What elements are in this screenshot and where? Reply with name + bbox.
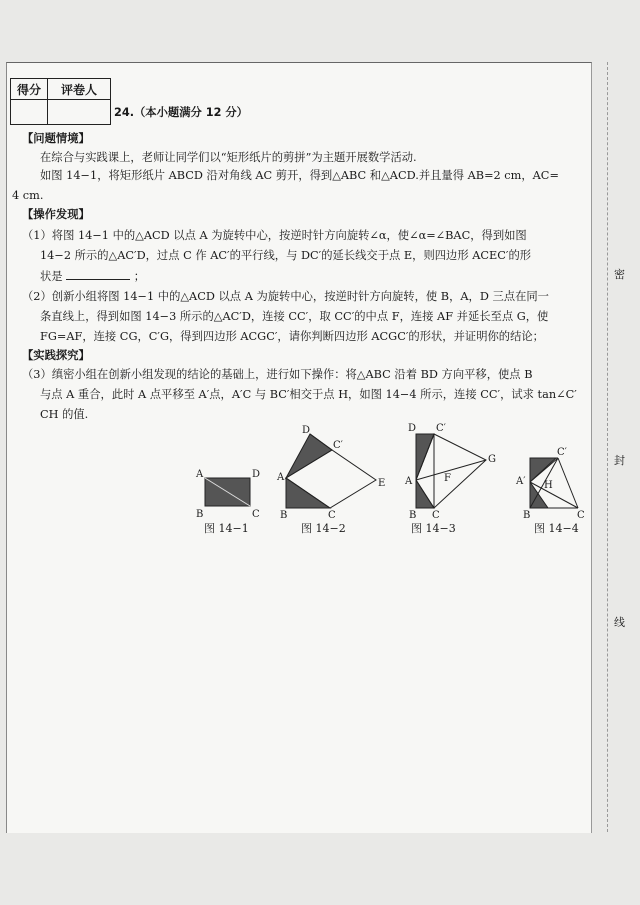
part3-line-2: 与点 A 重合，此时 A 点平移至 A′点，A′C 与 BC′相交于点 H，如图 14−4 所示，连接 CC′，试求 tan∠C′ bbox=[40, 388, 577, 401]
fig4-line-right bbox=[558, 458, 578, 508]
fig3-label-C-prime: C′ bbox=[436, 423, 446, 434]
seal-mark-middle: 封 bbox=[614, 454, 625, 467]
fig1-caption: 图 14−1 bbox=[204, 522, 249, 535]
section-problem: 【问题情境】 bbox=[22, 132, 90, 145]
fig4-caption: 图 14−4 bbox=[534, 522, 579, 535]
figure-14-4 bbox=[515, 447, 585, 535]
part1-line-1: （1）将图 14−1 中的△ACD 以点 A 为旋转中心，按逆时针方向旋转∠α，使∠α=∠BAC，得到如图 bbox=[22, 229, 527, 242]
section-explore: 【实践探究】 bbox=[22, 349, 90, 362]
fig1-label-D: D bbox=[252, 469, 261, 480]
score-label: 得分 bbox=[11, 79, 48, 100]
fig1-label-C: C bbox=[252, 509, 260, 520]
part2-line-2: 条直线上，得到如图 14−3 所示的△AC′D，连接 CC′，取 CC′的中点 F，连接 AF 并延长至点 G，使 bbox=[40, 310, 549, 323]
fig1-label-B: B bbox=[196, 509, 204, 520]
seal-mark-bottom: 线 bbox=[614, 616, 625, 629]
fig4-label-H: H bbox=[544, 480, 553, 491]
figure-14-3 bbox=[404, 423, 496, 535]
fig4-label-C-prime: C′ bbox=[557, 447, 567, 458]
fig2-label-B: B bbox=[280, 510, 288, 521]
fig2-label-D: D bbox=[302, 425, 311, 436]
fig2-label-E: E bbox=[378, 478, 386, 489]
part1-line-3-post: ； bbox=[133, 270, 146, 283]
figure-14-1 bbox=[195, 469, 260, 535]
fig3-label-F: F bbox=[444, 473, 451, 484]
part1-line-3-pre: 状是 bbox=[40, 270, 63, 283]
part1-line-2: 14−2 所示的△AC′D，过点 C 作 AC′的平行线，与 DC′的延长线交于点 E，则四边形 ACEC′的形 bbox=[40, 249, 532, 262]
intro-line-1: 在综合与实践课上，老师让同学们以“矩形纸片的剪拼”为主题开展数学活动. bbox=[40, 151, 417, 164]
section-operation: 【操作发现】 bbox=[22, 208, 90, 221]
grader-label: 评卷人 bbox=[48, 79, 111, 100]
fig2-label-A: A bbox=[277, 472, 285, 483]
part2-line-3: FG=AF，连接 CG，C′G，得到四边形 ACGC′，请你判断四边形 ACGC′的形状，并证明你的结论； bbox=[40, 330, 544, 343]
fig3-label-A: A bbox=[405, 476, 413, 487]
fig4-label-C: C bbox=[577, 510, 585, 521]
fig2-label-C-prime: C′ bbox=[333, 440, 343, 451]
fig2-caption: 图 14−2 bbox=[301, 522, 346, 535]
fig3-label-B: B bbox=[409, 510, 417, 521]
intro-line-2: 如图 14−1，将矩形纸片 ABCD 沿对角线 AC 剪开，得到△ABC 和△ACD.并且量得 AB=2 cm，AC= bbox=[40, 169, 559, 182]
intro-line-3: 4 cm. bbox=[12, 189, 44, 202]
fig1-label-A: A bbox=[196, 469, 204, 480]
part3-line-3: CH 的值. bbox=[40, 408, 89, 421]
fig3-caption: 图 14−3 bbox=[411, 522, 456, 535]
fig2-shaded-top bbox=[286, 434, 332, 478]
fig3-label-C: C bbox=[432, 510, 440, 521]
seal-mark-top: 密 bbox=[614, 268, 625, 281]
fig3-label-G: G bbox=[488, 454, 496, 465]
figure-14-2 bbox=[276, 425, 385, 535]
question-header: 24.（本小题满分 12 分） bbox=[114, 106, 248, 119]
fig2-label-C: C bbox=[328, 510, 336, 521]
fig3-label-D: D bbox=[408, 423, 417, 434]
fig4-label-B: B bbox=[523, 510, 531, 521]
part2-line-1: （2）创新小组将图 14−1 中的△ACD 以点 A 为旋转中心，按逆时针方向旋转，使 B，A，D 三点在同一 bbox=[22, 290, 549, 303]
part3-line-1: （3）缜密小组在创新小组发现的结论的基础上，进行如下操作：将△ABC 沿着 BD 方向平移，使点 B bbox=[22, 368, 533, 381]
fig4-label-A-prime: A′ bbox=[516, 476, 526, 487]
